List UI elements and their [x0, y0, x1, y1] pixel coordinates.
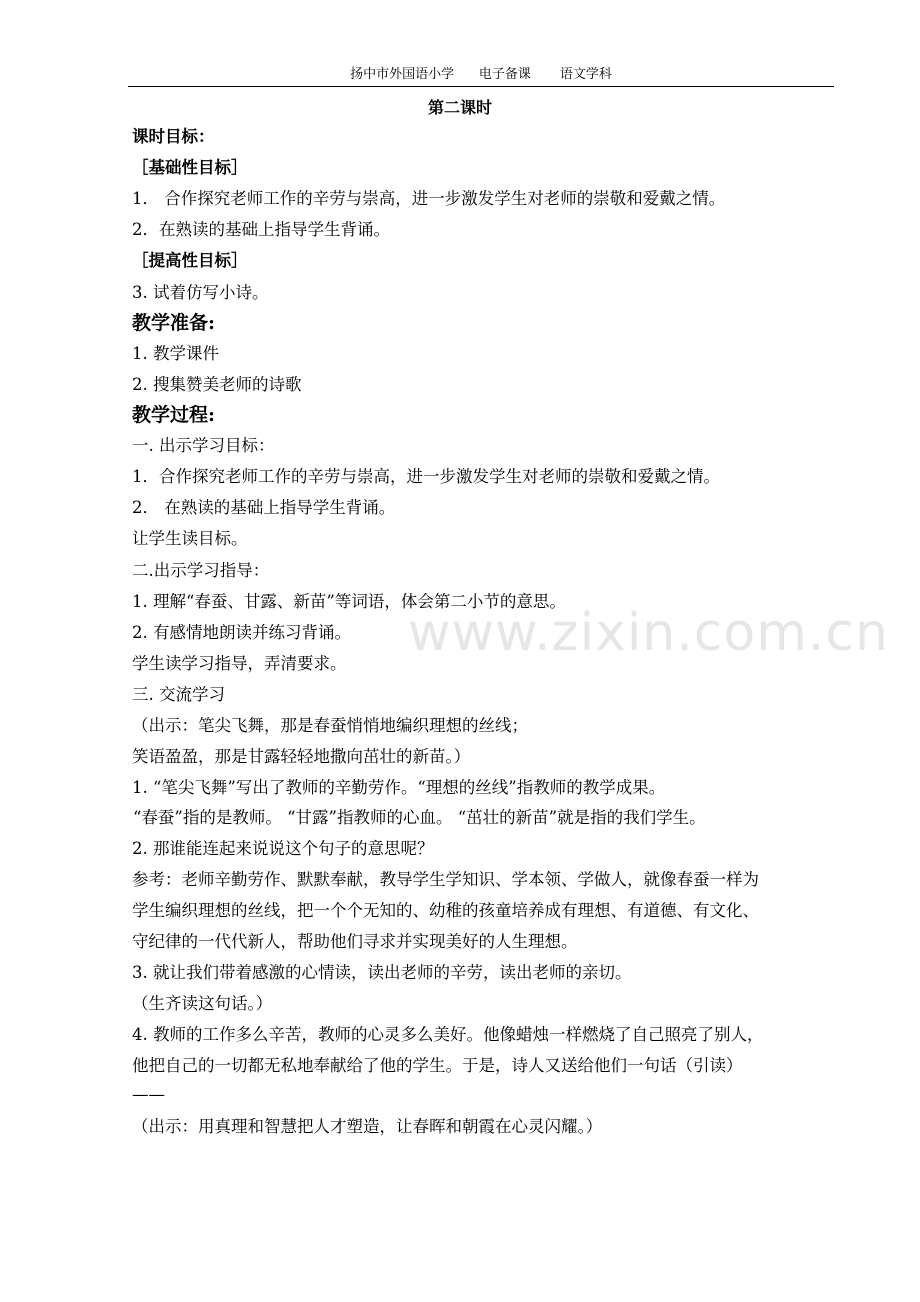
text-line: 2. 有感情地朗读并练习背诵。 — [132, 623, 351, 642]
text-line: （出示：用真理和智慧把人才塑造，让春晖和朝霞在心灵闪耀。） — [132, 1117, 603, 1136]
text-line: 3. 就让我们带着感激的心情读，读出老师的辛劳，读出老师的亲切。 — [132, 963, 632, 982]
subsection-heading: ［基础性目标］ — [132, 158, 248, 177]
lesson-title: 第二课时 — [427, 98, 492, 117]
text-line: 1. “笔尖飞舞”写出了教师的辛勤劳作。“理想的丝线”指教师的教学成果。 — [132, 778, 666, 797]
page-header: 扬中市外国语小学 电子备课 语文学科 — [350, 67, 612, 82]
text-line: 笑语盈盈，那是甘露轻轻地撒向茁壮的新苗。） — [132, 747, 471, 766]
text-line: 1． 合作探究老师工作的辛劳与崇高，进一步激发学生对老师的崇敬和爱戴之情。 — [132, 189, 726, 208]
text-line: 1. 教学课件 — [132, 344, 219, 363]
subsection-heading: ［提高性目标］ — [132, 251, 248, 270]
text-line: 一. 出示学习目标： — [132, 436, 275, 455]
text-line: 2. 那谁能连起来说说这个句子的意思呢？ — [132, 839, 434, 858]
text-line: 1．合作探究老师工作的辛劳与崇高，进一步激发学生对老师的崇敬和爱戴之情。 — [132, 467, 720, 486]
section-heading: 课时目标： — [132, 127, 215, 146]
text-line: 守纪律的一代代新人，帮助他们寻求并实现美好的人生理想。 — [132, 932, 578, 951]
text-line: 他把自己的一切都无私地奉献给了他的学生。于是，诗人又送给他们一句话（引读） — [132, 1056, 743, 1075]
text-line: “春蚕”指的是教师。 “甘露”指教师的心血。 “茁壮的新苗”就是指的我们学生。 — [133, 808, 706, 827]
text-line: （生齐读这句话。） — [132, 994, 273, 1013]
text-line: 2. 搜集赞美老师的诗歌 — [132, 375, 302, 394]
text-line: 2．在熟读的基础上指导学生背诵。 — [132, 220, 390, 239]
text-line: 4. 教师的工作多么辛苦，教师的心灵多么美好。他像蜡烛一样燃烧了自己照亮了别人， — [132, 1025, 764, 1044]
header-rule — [128, 86, 834, 87]
text-line: 让学生读目标。 — [132, 529, 248, 548]
text-line: 三. 交流学习 — [132, 685, 225, 704]
watermark: www.zixin.com.cn — [408, 603, 889, 663]
text-line: 学生编织理想的丝线，把一个个无知的、幼稚的孩童培养成有理想、有道德、有文化、 — [132, 901, 759, 920]
text-line: 3. 试着仿写小诗。 — [132, 283, 269, 302]
text-line: 学生读学习指导，弄清要求。 — [132, 654, 347, 673]
text-line: 1. 理解“春蚕、甘露、新苗”等词语，体会第二小节的意思。 — [132, 592, 566, 611]
text-line: 二.出示学习指导： — [132, 561, 270, 580]
text-line: 参考：老师辛勤劳作、默默奉献，教导学生学知识、学本领、学做人，就像春蚕一样为 — [132, 870, 759, 889]
text-line: （出示：笔尖飞舞，那是春蚕悄悄地编织理想的丝线； — [132, 716, 528, 735]
section-heading: 教学准备: — [132, 312, 216, 334]
text-line: —— — [132, 1085, 165, 1104]
text-line: 2． 在熟读的基础上指导学生背诵。 — [132, 498, 396, 517]
section-heading: 教学过程: — [132, 404, 216, 426]
